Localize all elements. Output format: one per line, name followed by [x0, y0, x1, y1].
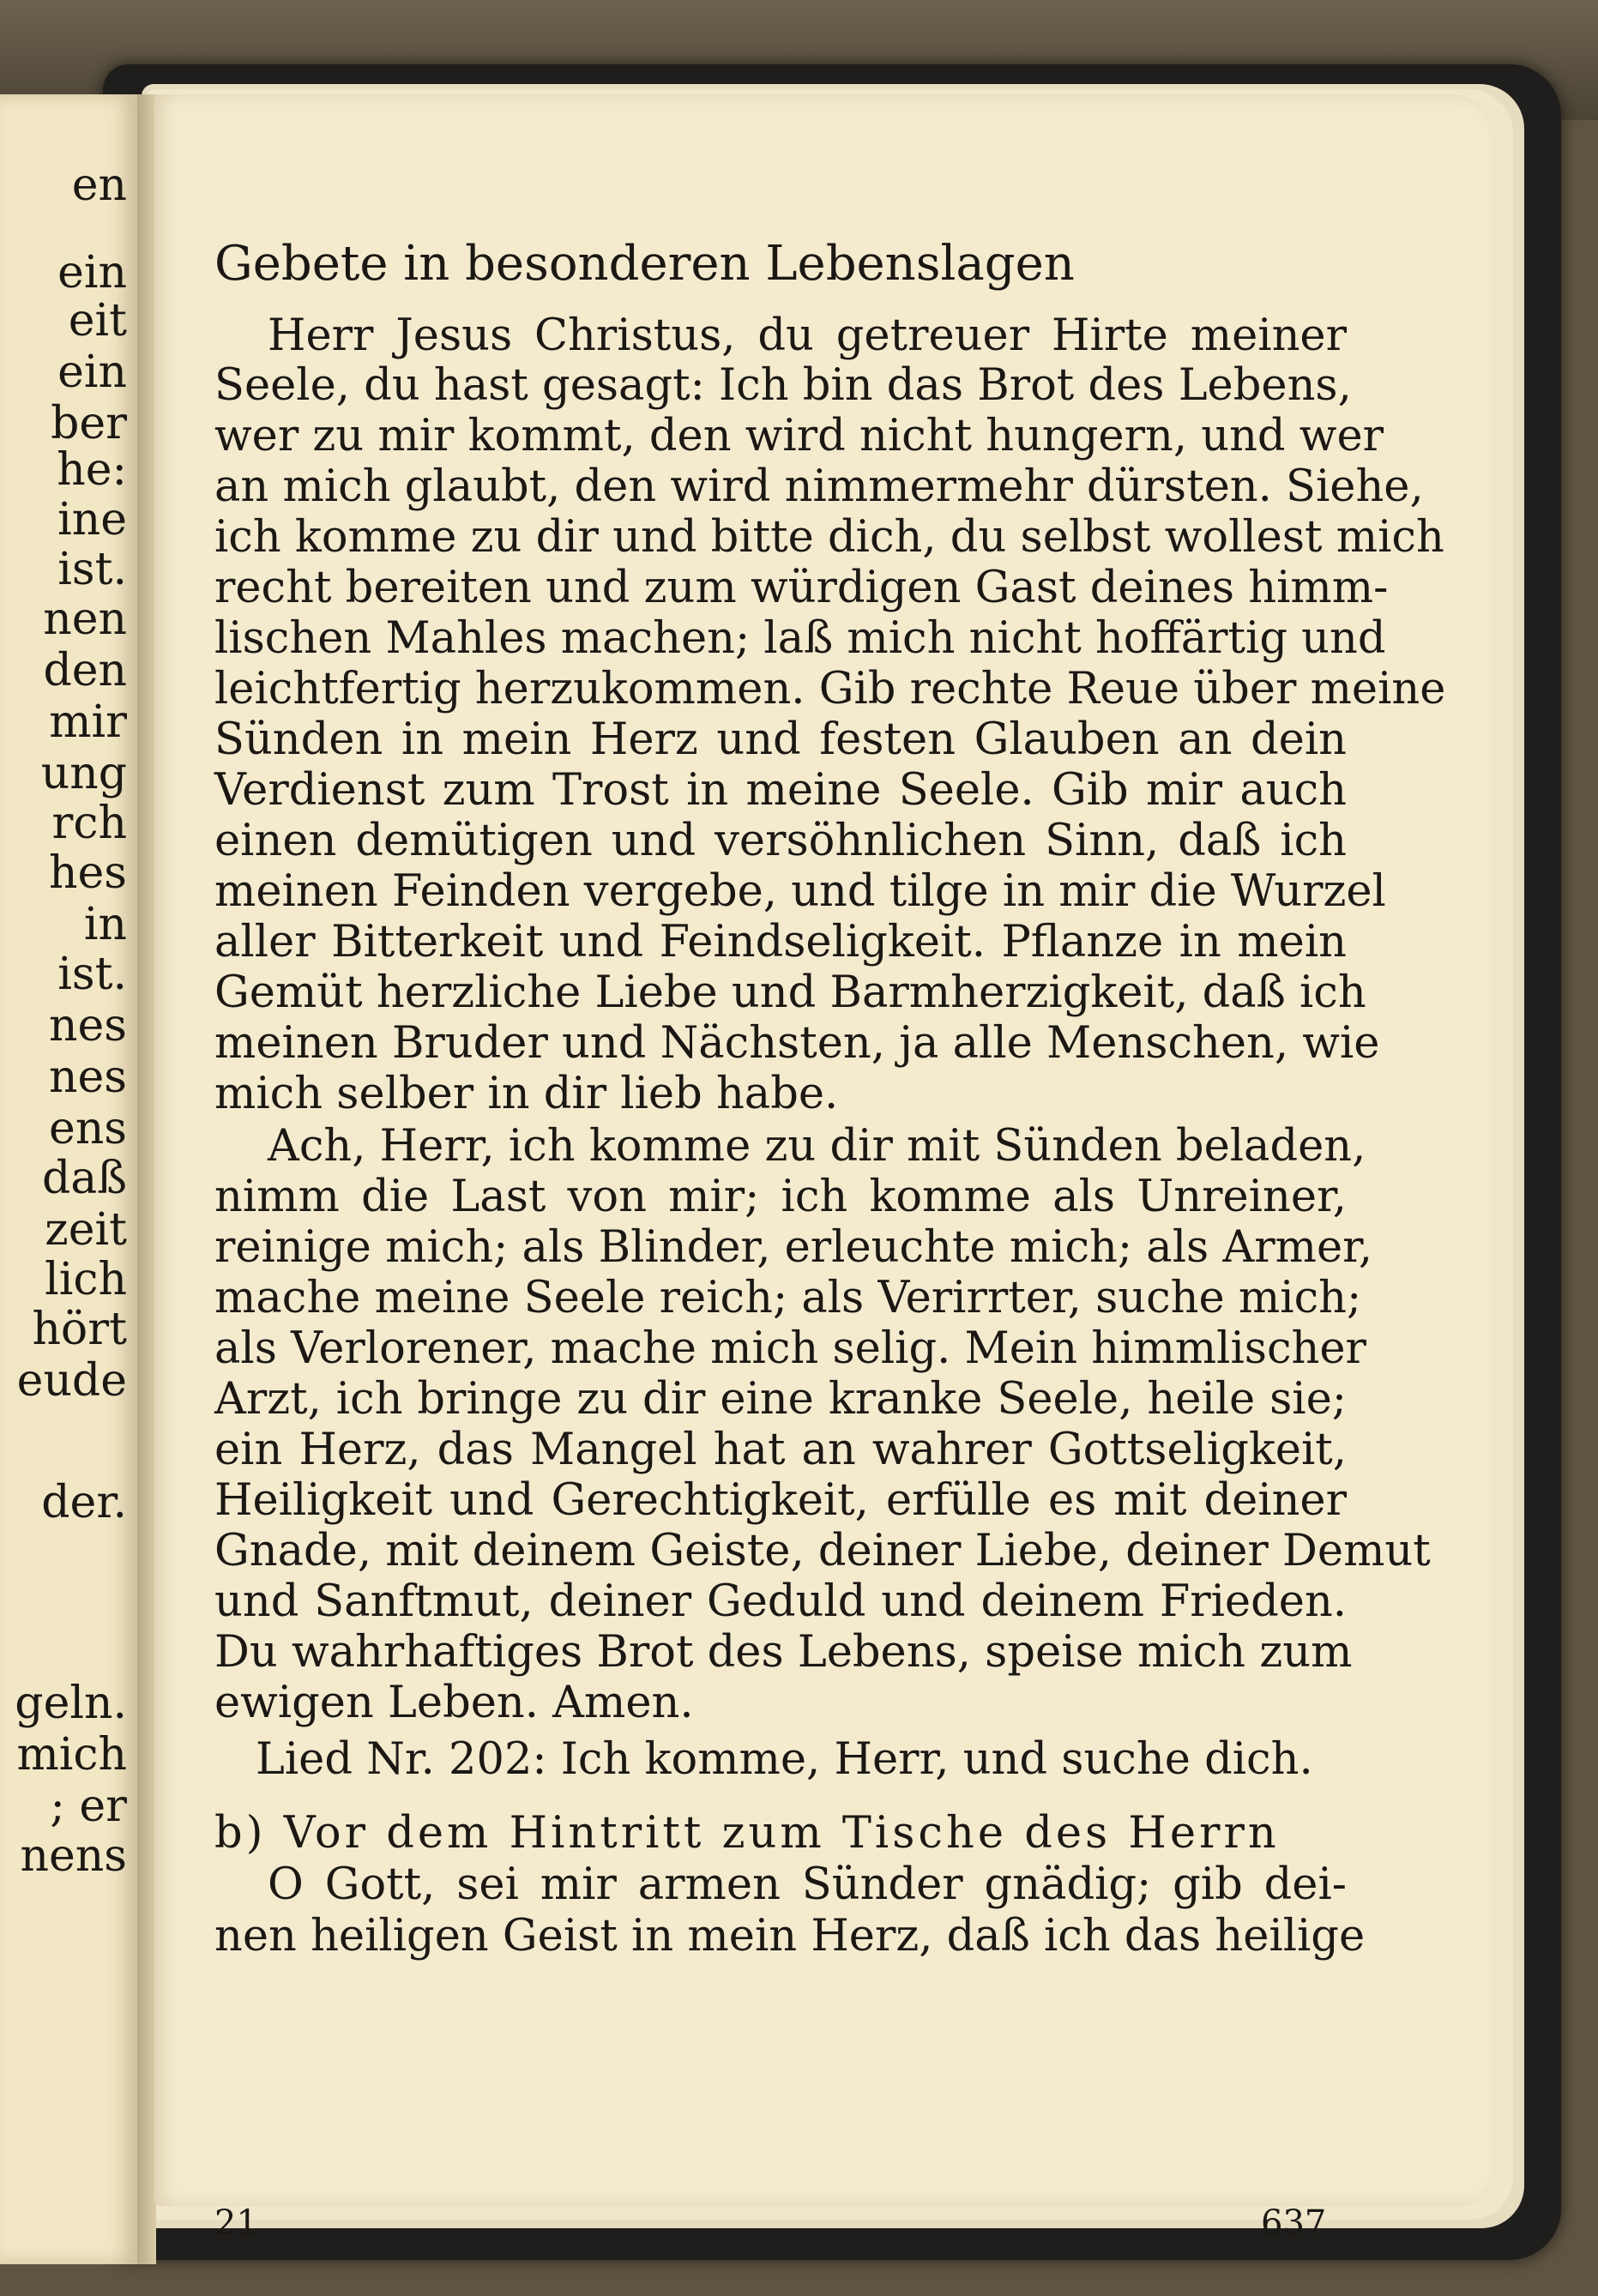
left-page-text-line: mich — [16, 1729, 127, 1781]
text-line: einen demütigen und versöhnlichen Sinn, daß ich — [214, 816, 1347, 866]
left-page-text-line: nes — [49, 1052, 127, 1103]
section-heading: b) Vor dem Hintritt zum Tische des Herrn — [214, 1808, 1280, 1859]
text-line: mache meine Seele reich; als Verirrter, suche mich; — [214, 1273, 1362, 1323]
text-line: und Sanftmut, deiner Geduld und deinem Frieden. — [214, 1576, 1347, 1627]
left-page-text-line: nes — [49, 1000, 127, 1052]
left-page-text-line: rch — [51, 798, 127, 849]
hymn-reference: Lied Nr. 202: Ich komme, Herr, und suche dich. — [256, 1734, 1313, 1785]
text-line: meinen Bruder und Nächsten, ja alle Menschen, wie — [214, 1018, 1380, 1069]
text-line: Seele, du hast gesagt: Ich bin das Brot des Lebens, — [214, 360, 1352, 411]
text-line: mich selber in dir lieb habe. — [214, 1069, 839, 1119]
text-line: recht bereiten und zum würdigen Gast deines himm- — [214, 563, 1389, 613]
text-line: als Verlorener, mache mich selig. Mein himmlischer — [214, 1323, 1366, 1374]
left-page-text-line: ; er — [50, 1781, 127, 1832]
left-page-text-line: ine — [57, 494, 127, 545]
page-number: 637 — [1261, 2203, 1327, 2243]
text-line: Sünden in mein Herz und festen Glauben an dein — [214, 714, 1347, 765]
left-page-text-line: he: — [57, 444, 127, 496]
text-line: wer zu mir kommt, den wird nicht hungern, und wer — [214, 411, 1384, 461]
left-page-text-line: nen — [43, 594, 127, 645]
left-page-text-line: ein — [57, 347, 127, 398]
text-line: meinen Feinden vergebe, und tilge in mir die Wurzel — [214, 866, 1386, 917]
left-page-text-line: hes — [49, 847, 127, 899]
left-page-text-line: ens — [49, 1103, 127, 1154]
text-line: Gnade, mit deinem Geiste, deiner Liebe, deiner Demut — [214, 1526, 1431, 1576]
left-page-text-line: ist. — [57, 949, 127, 1000]
signature-mark: 21 — [214, 2203, 258, 2243]
text-line: Du wahrhaftiges Brot des Lebens, speise mich zum — [214, 1627, 1353, 1678]
text-line: Ach, Herr, ich komme zu dir mit Sünden beladen, — [268, 1121, 1366, 1172]
left-page-text-line: der. — [41, 1477, 127, 1528]
text-line: leichtfertig herzukommen. Gib rechte Reue über meine — [214, 664, 1446, 714]
text-line: lischen Mahles machen; laß mich nicht hoffärtig und — [214, 613, 1386, 664]
left-page-text-line: zeit — [45, 1204, 127, 1256]
text-line: Arzt, ich bringe zu dir eine kranke Seele, heile sie; — [214, 1374, 1347, 1425]
text-line: ein Herz, das Mangel hat an wahrer Gottseligkeit, — [214, 1425, 1347, 1475]
left-page-text-line: ist. — [57, 544, 127, 595]
left-page-text-line: ung — [40, 748, 127, 799]
book-gutter — [137, 94, 156, 2264]
left-page-text-line: den — [43, 645, 127, 696]
left-page-text-line: daß — [41, 1153, 127, 1204]
left-page-text-line: in — [83, 899, 127, 950]
text-line: O Gott, sei mir armen Sünder gnädig; gib dei- — [268, 1859, 1347, 1910]
text-line: Herr Jesus Christus, du getreuer Hirte meiner — [268, 310, 1347, 361]
page-footer — [154, 0, 1492, 2296]
left-page-text-line: ein — [57, 247, 127, 298]
text-line: ich komme zu dir und bitte dich, du selbst wollest mich — [214, 512, 1444, 563]
running-header: Gebete in besonderen Lebenslagen — [214, 236, 1075, 292]
left-page-text-line: ber — [51, 398, 127, 449]
left-page-text-line: nens — [20, 1830, 127, 1882]
text-line: ewigen Leben. Amen. — [214, 1678, 694, 1728]
left-page-text-line: geln. — [15, 1678, 127, 1729]
left-page-text-line: eit — [68, 295, 127, 347]
left-page-text-line: hört — [32, 1304, 127, 1355]
text-line: aller Bitterkeit und Feindseligkeit. Pflanze in mein — [214, 917, 1347, 967]
text-line: nimm die Last von mir; ich komme als Unreiner, — [214, 1172, 1347, 1222]
left-page-text-line: en — [71, 160, 127, 211]
text-line: Heiligkeit und Gerechtigkeit, erfülle es mit deiner — [214, 1475, 1347, 1526]
left-page-text-line: mir — [49, 696, 127, 748]
left-page-fragment — [0, 94, 137, 2264]
text-line: Gemüt herzliche Liebe und Barmherzigkeit, daß ich — [214, 967, 1366, 1018]
text-line: an mich glaubt, den wird nimmermehr dürsten. Siehe, — [214, 461, 1424, 512]
text-line: reinige mich; als Blinder, erleuchte mich; als Armer, — [214, 1222, 1373, 1273]
text-line: nen heiligen Geist in mein Herz, daß ich das heilige — [214, 1911, 1366, 1962]
text-line: Verdienst zum Trost in meine Seele. Gib mir auch — [214, 765, 1347, 816]
left-page-text-line: lich — [45, 1254, 127, 1305]
left-page-text-line: eude — [16, 1355, 127, 1407]
